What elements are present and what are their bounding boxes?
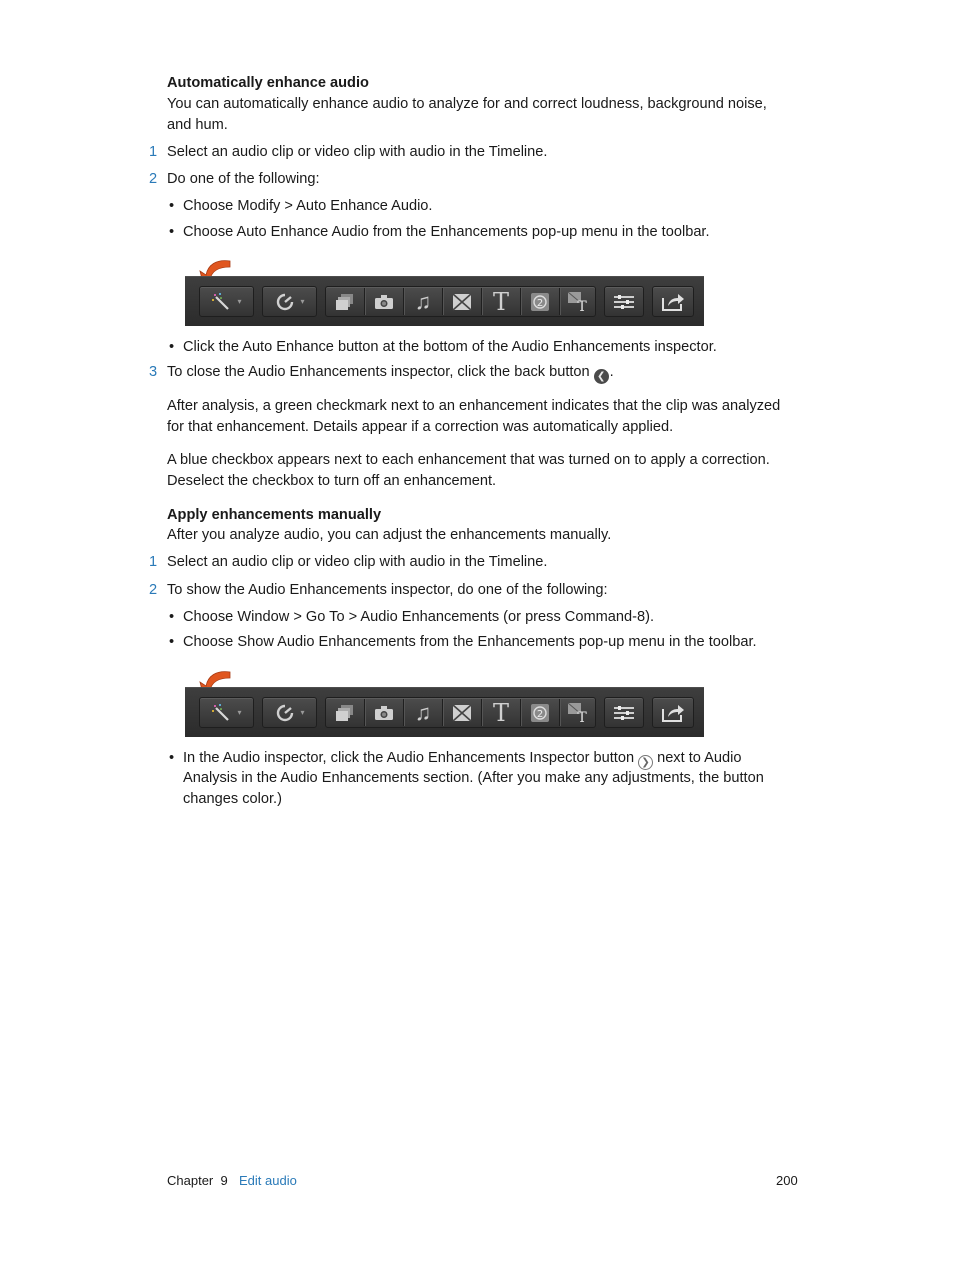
share-icon <box>661 704 685 722</box>
bullet-text: Choose Auto Enhance Audio from the Enhancements pop-up menu in the toolbar. <box>183 224 710 240</box>
themes-icon <box>567 702 589 724</box>
camera-icon <box>374 705 394 721</box>
step-text: Select an audio clip or video clip with audio in the Timeline. <box>167 144 548 160</box>
enhancements-popup-button[interactable] <box>199 286 254 317</box>
photos-button[interactable] <box>365 287 403 316</box>
bullet-text: changes color.) <box>183 791 282 807</box>
inspector-icon <box>613 705 635 721</box>
paragraph-text: for that enhancement. Details appear if a correction was automatically applied. <box>167 419 674 435</box>
svg-text:T: T <box>576 298 587 313</box>
browser-buttons-group <box>325 697 596 728</box>
transitions-icon <box>452 293 472 311</box>
enhancements-popup-button[interactable] <box>199 697 254 728</box>
themes-icon <box>567 291 589 313</box>
titles-icon: T <box>492 287 509 316</box>
music-icon: ♫ <box>414 699 432 725</box>
svg-text:2: 2 <box>536 297 544 309</box>
retime-icon <box>274 292 296 312</box>
bullet-text: Click the Auto Enhance button at the bottom of the Audio Enhancements inspector. <box>183 339 717 355</box>
step-number: 2 <box>149 171 158 187</box>
bullet-marker: • <box>169 609 175 625</box>
transitions-button[interactable] <box>443 287 481 316</box>
chevron-down-icon: ▾ <box>300 297 305 306</box>
toolbar-figure <box>161 257 721 337</box>
footer-chapter: Chapter 9 <box>167 1173 228 1188</box>
inspector-button[interactable] <box>604 697 644 728</box>
chevron-down-icon: ▾ <box>237 708 242 717</box>
section-heading-auto-enhance: Automatically enhance audio <box>167 75 369 91</box>
intro-text: and hum. <box>167 117 228 133</box>
clips-button[interactable] <box>326 287 364 316</box>
bullet-marker: • <box>169 339 175 355</box>
clips-button[interactable] <box>326 698 364 727</box>
paragraph-text: A blue checkbox appears next to each enhancement that was turned on to apply a correction. <box>167 452 770 468</box>
share-icon <box>661 293 685 311</box>
step-text: Do one of the following: <box>167 171 320 187</box>
section-heading-manual: Apply enhancements manually <box>167 507 382 523</box>
bullet-marker: • <box>169 750 175 766</box>
bullet-text: Analysis in the Audio Enhancements section. (After you make any adjustments, the button <box>183 770 764 786</box>
retime-popup-button[interactable] <box>262 697 317 728</box>
page-number: 200 <box>776 1173 798 1188</box>
step-text: To close the Audio Enhancements inspector, click the back button ❮ . <box>167 364 614 382</box>
inspector-button[interactable] <box>604 286 644 317</box>
toolbar <box>185 687 704 737</box>
svg-text:2: 2 <box>536 708 544 720</box>
clips-icon <box>335 704 355 722</box>
generators-button[interactable] <box>521 698 559 727</box>
photos-button[interactable] <box>365 698 403 727</box>
generators-button[interactable] <box>521 287 559 316</box>
toolbar <box>185 276 704 326</box>
footer-chapter-link[interactable]: Edit audio <box>239 1173 297 1188</box>
step-text: To show the Audio Enhancements inspector, do one of the following: <box>167 582 608 598</box>
magic-wand-icon <box>211 292 233 312</box>
music-icon: ♫ <box>414 288 432 314</box>
step-number: 1 <box>149 144 158 160</box>
paragraph-text: After analysis, a green checkmark next to an enhancement indicates that the clip was analyzed <box>167 398 781 414</box>
bullet-text: In the Audio inspector, click the Audio Enhancements Inspector button ❯ next to Audio <box>183 750 742 768</box>
step-number: 2 <box>149 582 158 598</box>
inspector-button-icon: ❯ <box>638 755 653 770</box>
retime-icon <box>274 703 296 723</box>
magic-wand-icon <box>211 703 233 723</box>
clips-icon <box>335 293 355 311</box>
generators-icon <box>530 703 550 723</box>
retime-popup-button[interactable] <box>262 286 317 317</box>
chevron-down-icon: ▾ <box>237 297 242 306</box>
music-button[interactable] <box>404 698 442 727</box>
inspector-icon <box>613 294 635 310</box>
back-button-icon: ❮ <box>594 369 609 384</box>
toolbar-figure <box>161 668 721 748</box>
paragraph-text: Deselect the checkbox to turn off an enhancement. <box>167 473 497 489</box>
themes-button[interactable] <box>560 698 595 727</box>
transitions-button[interactable] <box>443 698 481 727</box>
step-text: Select an audio clip or video clip with audio in the Timeline. <box>167 554 548 570</box>
intro-text: After you analyze audio, you can adjust the enhancements manually. <box>167 527 612 543</box>
music-button[interactable] <box>404 287 442 316</box>
titles-button[interactable] <box>482 287 520 316</box>
bullet-marker: • <box>169 224 175 240</box>
svg-text:T: T <box>576 709 587 724</box>
bullet-text: Choose Modify > Auto Enhance Audio. <box>183 198 433 214</box>
titles-icon: T <box>492 698 509 727</box>
camera-icon <box>374 294 394 310</box>
browser-buttons-group <box>325 286 596 317</box>
transitions-icon <box>452 704 472 722</box>
bullet-marker: • <box>169 634 175 650</box>
intro-text: You can automatically enhance audio to analyze for and correct loudness, background noise, <box>167 96 767 112</box>
chevron-down-icon: ▾ <box>300 708 305 717</box>
themes-button[interactable] <box>560 287 595 316</box>
titles-button[interactable] <box>482 698 520 727</box>
step-number: 1 <box>149 554 158 570</box>
bullet-text: Choose Show Audio Enhancements from the Enhancements pop-up menu in the toolbar. <box>183 634 757 650</box>
share-button[interactable] <box>652 286 694 317</box>
bullet-marker: • <box>169 198 175 214</box>
generators-icon <box>530 292 550 312</box>
bullet-text: Choose Window > Go To > Audio Enhancements (or press Command-8). <box>183 609 655 625</box>
step-number: 3 <box>149 364 158 380</box>
share-button[interactable] <box>652 697 694 728</box>
